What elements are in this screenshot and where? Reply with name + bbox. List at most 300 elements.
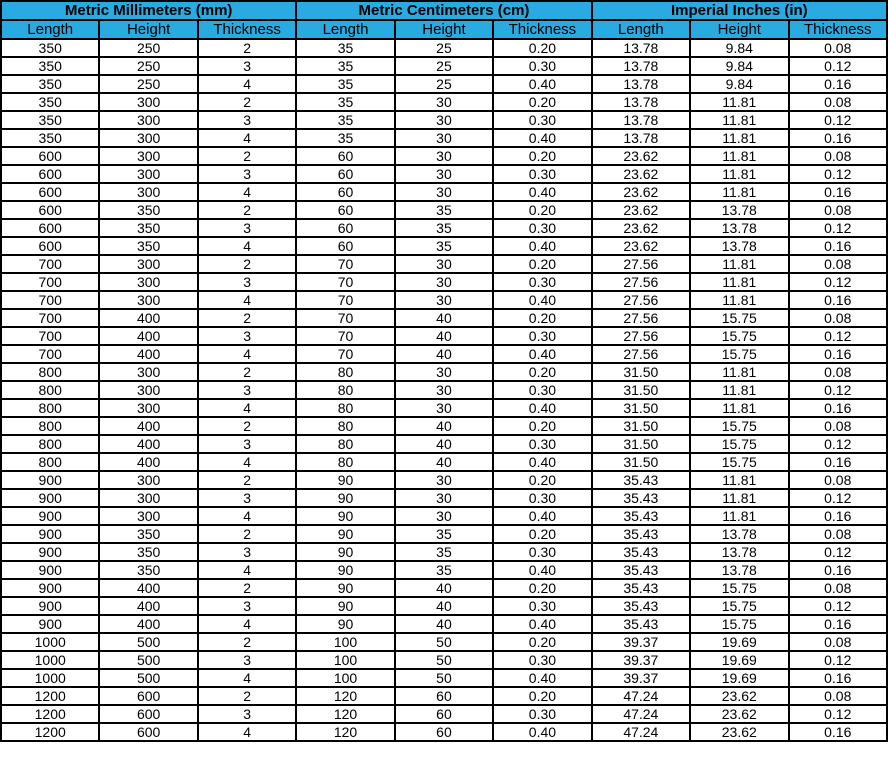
- cell-in-length: 31.50: [592, 435, 690, 453]
- cell-cm-height: 50: [395, 651, 493, 669]
- cell-cm-length: 90: [296, 471, 394, 489]
- cell-cm-length: 35: [296, 111, 394, 129]
- cell-mm-height: 500: [99, 633, 197, 651]
- table-row: [1, 309, 887, 327]
- cell-in-thickness: 0.12: [789, 381, 888, 399]
- cell-in-height: 13.78: [690, 201, 788, 219]
- cell-cm-height: 40: [395, 327, 493, 345]
- cell-mm-height: 350: [99, 561, 197, 579]
- cell-mm-height: 300: [99, 363, 197, 381]
- cell-mm-height: 600: [99, 723, 197, 741]
- cell-mm-thickness: 3: [198, 273, 296, 291]
- cell-mm-height: 500: [99, 651, 197, 669]
- cell-in-length: 27.56: [592, 345, 690, 363]
- cell-mm-thickness: 2: [198, 363, 296, 381]
- cell-cm-length: 70: [296, 255, 394, 273]
- table-row: [1, 399, 887, 417]
- cell-cm-thickness: 0.20: [493, 633, 591, 651]
- cell-in-thickness: 0.12: [789, 273, 888, 291]
- cell-cm-length: 90: [296, 579, 394, 597]
- cell-mm-thickness: 2: [198, 471, 296, 489]
- cell-cm-thickness: 0.30: [493, 489, 591, 507]
- cell-mm-height: 400: [99, 345, 197, 363]
- table-row: [1, 219, 887, 237]
- cell-in-length: 13.78: [592, 75, 690, 93]
- cell-cm-height: 40: [395, 417, 493, 435]
- cell-cm-thickness: 0.40: [493, 669, 591, 687]
- cell-in-height: 15.75: [690, 345, 788, 363]
- table-row: [1, 489, 887, 507]
- cell-mm-height: 250: [99, 57, 197, 75]
- cell-mm-height: 300: [99, 489, 197, 507]
- cell-mm-thickness: 4: [198, 291, 296, 309]
- cell-cm-height: 30: [395, 183, 493, 201]
- cell-mm-length: 900: [1, 579, 99, 597]
- cell-cm-thickness: 0.20: [493, 93, 591, 111]
- cell-in-thickness: 0.16: [789, 75, 888, 93]
- cell-cm-height: 35: [395, 543, 493, 561]
- cell-cm-height: 50: [395, 633, 493, 651]
- cell-mm-thickness: 3: [198, 219, 296, 237]
- cell-mm-height: 350: [99, 543, 197, 561]
- table-row: [1, 273, 887, 291]
- group-header-imperial-inches: Imperial Inches (in): [592, 1, 887, 20]
- cell-in-height: 15.75: [690, 435, 788, 453]
- cell-in-thickness: 0.16: [789, 129, 888, 147]
- cell-mm-thickness: 2: [198, 309, 296, 327]
- cell-in-thickness: 0.08: [789, 687, 888, 705]
- cell-in-height: 11.81: [690, 471, 788, 489]
- cell-mm-thickness: 2: [198, 147, 296, 165]
- cell-in-thickness: 0.08: [789, 633, 888, 651]
- cell-in-height: 13.78: [690, 525, 788, 543]
- cell-in-thickness: 0.16: [789, 453, 888, 471]
- cell-mm-length: 900: [1, 489, 99, 507]
- cell-cm-length: 60: [296, 219, 394, 237]
- cell-cm-height: 30: [395, 363, 493, 381]
- cell-mm-length: 700: [1, 345, 99, 363]
- cell-in-height: 9.84: [690, 57, 788, 75]
- cell-in-length: 31.50: [592, 453, 690, 471]
- cell-cm-thickness: 0.20: [493, 471, 591, 489]
- table-row: [1, 417, 887, 435]
- table-row: [1, 597, 887, 615]
- cell-cm-thickness: 0.40: [493, 345, 591, 363]
- cell-in-length: 35.43: [592, 507, 690, 525]
- cell-in-height: 11.81: [690, 93, 788, 111]
- cell-in-length: 13.78: [592, 39, 690, 57]
- cell-in-thickness: 0.08: [789, 471, 888, 489]
- cell-mm-length: 800: [1, 417, 99, 435]
- cell-cm-height: 30: [395, 471, 493, 489]
- table-row: [1, 435, 887, 453]
- cell-in-length: 31.50: [592, 381, 690, 399]
- table-row: [1, 237, 887, 255]
- cell-mm-length: 700: [1, 255, 99, 273]
- cell-cm-length: 90: [296, 525, 394, 543]
- table-row: [1, 453, 887, 471]
- cell-mm-length: 900: [1, 561, 99, 579]
- cell-mm-height: 300: [99, 507, 197, 525]
- cell-in-length: 35.43: [592, 579, 690, 597]
- cell-cm-length: 35: [296, 57, 394, 75]
- cell-cm-length: 90: [296, 615, 394, 633]
- table-row: [1, 93, 887, 111]
- cell-mm-thickness: 2: [198, 633, 296, 651]
- cell-in-length: 23.62: [592, 147, 690, 165]
- cell-mm-thickness: 4: [198, 75, 296, 93]
- cell-cm-thickness: 0.30: [493, 111, 591, 129]
- cell-mm-thickness: 4: [198, 507, 296, 525]
- cell-in-length: 35.43: [592, 489, 690, 507]
- table-row: [1, 75, 887, 93]
- cell-mm-length: 700: [1, 291, 99, 309]
- cell-in-thickness: 0.16: [789, 291, 888, 309]
- cell-in-height: 23.62: [690, 705, 788, 723]
- cell-mm-height: 300: [99, 255, 197, 273]
- cell-cm-thickness: 0.40: [493, 561, 591, 579]
- cell-in-length: 47.24: [592, 687, 690, 705]
- cell-in-length: 31.50: [592, 399, 690, 417]
- cell-cm-height: 30: [395, 93, 493, 111]
- cell-cm-length: 80: [296, 435, 394, 453]
- cell-mm-height: 250: [99, 75, 197, 93]
- cell-in-thickness: 0.08: [789, 309, 888, 327]
- cell-mm-height: 300: [99, 111, 197, 129]
- cell-mm-thickness: 3: [198, 165, 296, 183]
- cell-cm-length: 90: [296, 489, 394, 507]
- cell-in-thickness: 0.12: [789, 435, 888, 453]
- cell-in-length: 31.50: [592, 417, 690, 435]
- cell-mm-thickness: 4: [198, 723, 296, 741]
- cell-cm-thickness: 0.40: [493, 453, 591, 471]
- cell-mm-thickness: 3: [198, 597, 296, 615]
- cell-cm-length: 80: [296, 381, 394, 399]
- cell-cm-thickness: 0.40: [493, 507, 591, 525]
- cell-mm-length: 900: [1, 507, 99, 525]
- table-row: [1, 723, 887, 741]
- cell-cm-height: 40: [395, 453, 493, 471]
- cell-in-height: 13.78: [690, 561, 788, 579]
- cell-cm-thickness: 0.40: [493, 237, 591, 255]
- cell-cm-length: 35: [296, 129, 394, 147]
- cell-cm-height: 60: [395, 687, 493, 705]
- cell-in-thickness: 0.12: [789, 327, 888, 345]
- cell-in-thickness: 0.16: [789, 507, 888, 525]
- cell-mm-thickness: 4: [198, 669, 296, 687]
- cell-cm-length: 60: [296, 165, 394, 183]
- table-row: [1, 507, 887, 525]
- cell-cm-height: 40: [395, 579, 493, 597]
- cell-cm-length: 70: [296, 273, 394, 291]
- cell-in-length: 27.56: [592, 255, 690, 273]
- cell-in-height: 11.81: [690, 129, 788, 147]
- cell-cm-thickness: 0.30: [493, 219, 591, 237]
- cell-in-thickness: 0.16: [789, 669, 888, 687]
- cell-in-height: 11.81: [690, 381, 788, 399]
- cell-in-length: 23.62: [592, 201, 690, 219]
- cell-mm-thickness: 4: [198, 615, 296, 633]
- cell-cm-height: 25: [395, 75, 493, 93]
- cell-cm-thickness: 0.40: [493, 399, 591, 417]
- cell-in-length: 13.78: [592, 111, 690, 129]
- cell-in-height: 19.69: [690, 669, 788, 687]
- cell-in-height: 15.75: [690, 597, 788, 615]
- cell-cm-thickness: 0.30: [493, 435, 591, 453]
- cell-in-height: 23.62: [690, 687, 788, 705]
- cell-in-thickness: 0.12: [789, 57, 888, 75]
- cell-in-height: 11.81: [690, 147, 788, 165]
- cell-cm-thickness: 0.20: [493, 525, 591, 543]
- cell-cm-height: 40: [395, 345, 493, 363]
- cell-in-height: 13.78: [690, 543, 788, 561]
- cell-in-thickness: 0.16: [789, 615, 888, 633]
- cell-cm-height: 35: [395, 525, 493, 543]
- cell-mm-height: 300: [99, 147, 197, 165]
- cell-mm-height: 350: [99, 201, 197, 219]
- cell-cm-length: 120: [296, 723, 394, 741]
- cell-cm-thickness: 0.20: [493, 201, 591, 219]
- cell-in-length: 35.43: [592, 615, 690, 633]
- cell-in-thickness: 0.12: [789, 489, 888, 507]
- cell-cm-length: 70: [296, 309, 394, 327]
- cell-cm-thickness: 0.30: [493, 597, 591, 615]
- cell-cm-thickness: 0.40: [493, 129, 591, 147]
- cell-in-thickness: 0.08: [789, 417, 888, 435]
- cell-in-height: 11.81: [690, 399, 788, 417]
- table-row: [1, 381, 887, 399]
- cell-mm-length: 1000: [1, 651, 99, 669]
- cell-cm-height: 30: [395, 507, 493, 525]
- cell-mm-length: 600: [1, 237, 99, 255]
- cell-in-thickness: 0.08: [789, 147, 888, 165]
- cell-cm-thickness: 0.40: [493, 291, 591, 309]
- cell-cm-length: 35: [296, 39, 394, 57]
- cell-cm-thickness: 0.30: [493, 651, 591, 669]
- cell-cm-length: 60: [296, 147, 394, 165]
- cell-cm-length: 80: [296, 417, 394, 435]
- cell-mm-height: 400: [99, 417, 197, 435]
- cell-in-height: 11.81: [690, 273, 788, 291]
- cell-cm-thickness: 0.20: [493, 39, 591, 57]
- cell-mm-length: 350: [1, 93, 99, 111]
- column-header-in-length: Length: [592, 20, 690, 39]
- cell-in-height: 15.75: [690, 327, 788, 345]
- cell-mm-height: 400: [99, 453, 197, 471]
- cell-in-height: 13.78: [690, 237, 788, 255]
- cell-cm-length: 60: [296, 183, 394, 201]
- cell-mm-height: 350: [99, 237, 197, 255]
- table-row: [1, 39, 887, 57]
- cell-in-height: 15.75: [690, 453, 788, 471]
- table-row: [1, 201, 887, 219]
- cell-cm-height: 30: [395, 255, 493, 273]
- cell-mm-length: 800: [1, 453, 99, 471]
- cell-in-thickness: 0.08: [789, 93, 888, 111]
- cell-cm-height: 30: [395, 273, 493, 291]
- cell-in-thickness: 0.08: [789, 255, 888, 273]
- cell-cm-height: 40: [395, 309, 493, 327]
- cell-mm-thickness: 3: [198, 435, 296, 453]
- cell-mm-thickness: 3: [198, 705, 296, 723]
- cell-mm-height: 600: [99, 687, 197, 705]
- cell-cm-length: 35: [296, 93, 394, 111]
- column-header-cm-length: Length: [296, 20, 394, 39]
- cell-in-thickness: 0.08: [789, 39, 888, 57]
- group-header-metric-millimeters: Metric Millimeters (mm): [1, 1, 296, 20]
- cell-cm-length: 60: [296, 201, 394, 219]
- cell-mm-height: 300: [99, 183, 197, 201]
- table-body: [1, 39, 887, 741]
- cell-in-length: 47.24: [592, 723, 690, 741]
- table-row: [1, 291, 887, 309]
- cell-mm-height: 400: [99, 597, 197, 615]
- cell-mm-thickness: 3: [198, 111, 296, 129]
- cell-in-height: 11.81: [690, 165, 788, 183]
- cell-cm-thickness: 0.30: [493, 705, 591, 723]
- cell-mm-thickness: 2: [198, 417, 296, 435]
- cell-in-length: 13.78: [592, 57, 690, 75]
- column-header-row: [1, 20, 887, 39]
- cell-mm-length: 1200: [1, 723, 99, 741]
- cell-cm-height: 35: [395, 201, 493, 219]
- cell-in-length: 35.43: [592, 525, 690, 543]
- table-row: [1, 651, 887, 669]
- cell-mm-length: 900: [1, 543, 99, 561]
- table-row: [1, 345, 887, 363]
- cell-mm-height: 400: [99, 615, 197, 633]
- cell-mm-length: 600: [1, 219, 99, 237]
- cell-in-thickness: 0.16: [789, 723, 888, 741]
- cell-in-length: 35.43: [592, 471, 690, 489]
- cell-in-height: 11.81: [690, 291, 788, 309]
- cell-in-length: 39.37: [592, 669, 690, 687]
- cell-in-length: 13.78: [592, 93, 690, 111]
- cell-mm-height: 300: [99, 291, 197, 309]
- cell-cm-height: 30: [395, 129, 493, 147]
- cell-mm-length: 800: [1, 435, 99, 453]
- cell-mm-length: 350: [1, 111, 99, 129]
- cell-mm-length: 350: [1, 57, 99, 75]
- cell-mm-height: 400: [99, 309, 197, 327]
- cell-in-height: 11.81: [690, 183, 788, 201]
- cell-cm-length: 90: [296, 543, 394, 561]
- cell-mm-thickness: 4: [198, 561, 296, 579]
- table-row: [1, 543, 887, 561]
- cell-in-height: 11.81: [690, 111, 788, 129]
- table-row: [1, 615, 887, 633]
- cell-in-length: 39.37: [592, 633, 690, 651]
- cell-mm-length: 700: [1, 273, 99, 291]
- cell-mm-thickness: 3: [198, 57, 296, 75]
- column-header-cm-height: Height: [395, 20, 493, 39]
- cell-mm-length: 900: [1, 615, 99, 633]
- cell-mm-thickness: 2: [198, 93, 296, 111]
- cell-mm-length: 600: [1, 147, 99, 165]
- table-row: [1, 579, 887, 597]
- group-header-row: [1, 1, 887, 20]
- cell-in-height: 9.84: [690, 39, 788, 57]
- cell-in-height: 15.75: [690, 615, 788, 633]
- cell-in-length: 35.43: [592, 597, 690, 615]
- cell-mm-height: 500: [99, 669, 197, 687]
- cell-in-length: 35.43: [592, 543, 690, 561]
- cell-cm-height: 60: [395, 705, 493, 723]
- cell-cm-thickness: 0.20: [493, 579, 591, 597]
- column-header-mm-length: Length: [1, 20, 99, 39]
- cell-in-length: 23.62: [592, 183, 690, 201]
- cell-cm-length: 70: [296, 345, 394, 363]
- column-header-in-height: Height: [690, 20, 788, 39]
- cell-mm-thickness: 3: [198, 543, 296, 561]
- table-row: [1, 561, 887, 579]
- cell-mm-height: 300: [99, 471, 197, 489]
- cell-mm-height: 250: [99, 39, 197, 57]
- table-row: [1, 111, 887, 129]
- cell-in-length: 39.37: [592, 651, 690, 669]
- cell-in-height: 15.75: [690, 309, 788, 327]
- cell-cm-height: 40: [395, 615, 493, 633]
- cell-in-length: 23.62: [592, 219, 690, 237]
- cell-cm-length: 60: [296, 237, 394, 255]
- cell-cm-thickness: 0.30: [493, 57, 591, 75]
- table-row: [1, 327, 887, 345]
- cell-mm-thickness: 4: [198, 183, 296, 201]
- cell-in-thickness: 0.08: [789, 363, 888, 381]
- cell-mm-length: 600: [1, 183, 99, 201]
- cell-cm-height: 30: [395, 381, 493, 399]
- table-row: [1, 183, 887, 201]
- cell-cm-length: 35: [296, 75, 394, 93]
- cell-mm-thickness: 4: [198, 399, 296, 417]
- cell-cm-thickness: 0.30: [493, 381, 591, 399]
- table-row: [1, 633, 887, 651]
- cell-mm-height: 400: [99, 435, 197, 453]
- cell-in-length: 23.62: [592, 237, 690, 255]
- cell-cm-length: 120: [296, 705, 394, 723]
- cell-mm-length: 1200: [1, 687, 99, 705]
- cell-mm-thickness: 4: [198, 129, 296, 147]
- cell-mm-length: 900: [1, 471, 99, 489]
- cell-in-thickness: 0.12: [789, 543, 888, 561]
- cell-cm-thickness: 0.20: [493, 363, 591, 381]
- table-row: [1, 471, 887, 489]
- table-row: [1, 255, 887, 273]
- cell-cm-length: 70: [296, 327, 394, 345]
- cell-cm-height: 25: [395, 39, 493, 57]
- cell-in-thickness: 0.12: [789, 111, 888, 129]
- cell-mm-length: 800: [1, 363, 99, 381]
- cell-cm-length: 120: [296, 687, 394, 705]
- cell-mm-length: 600: [1, 201, 99, 219]
- cell-in-length: 23.62: [592, 165, 690, 183]
- cell-cm-length: 100: [296, 669, 394, 687]
- cell-in-height: 15.75: [690, 417, 788, 435]
- column-header-mm-thickness: Thickness: [198, 20, 296, 39]
- cell-in-thickness: 0.12: [789, 219, 888, 237]
- cell-mm-length: 800: [1, 399, 99, 417]
- cell-cm-height: 30: [395, 399, 493, 417]
- cell-in-thickness: 0.16: [789, 183, 888, 201]
- cell-cm-thickness: 0.20: [493, 255, 591, 273]
- cell-mm-thickness: 3: [198, 489, 296, 507]
- cell-cm-length: 100: [296, 651, 394, 669]
- cell-cm-height: 35: [395, 219, 493, 237]
- cell-mm-thickness: 3: [198, 651, 296, 669]
- cell-mm-height: 400: [99, 579, 197, 597]
- cell-mm-length: 1000: [1, 633, 99, 651]
- cell-cm-height: 50: [395, 669, 493, 687]
